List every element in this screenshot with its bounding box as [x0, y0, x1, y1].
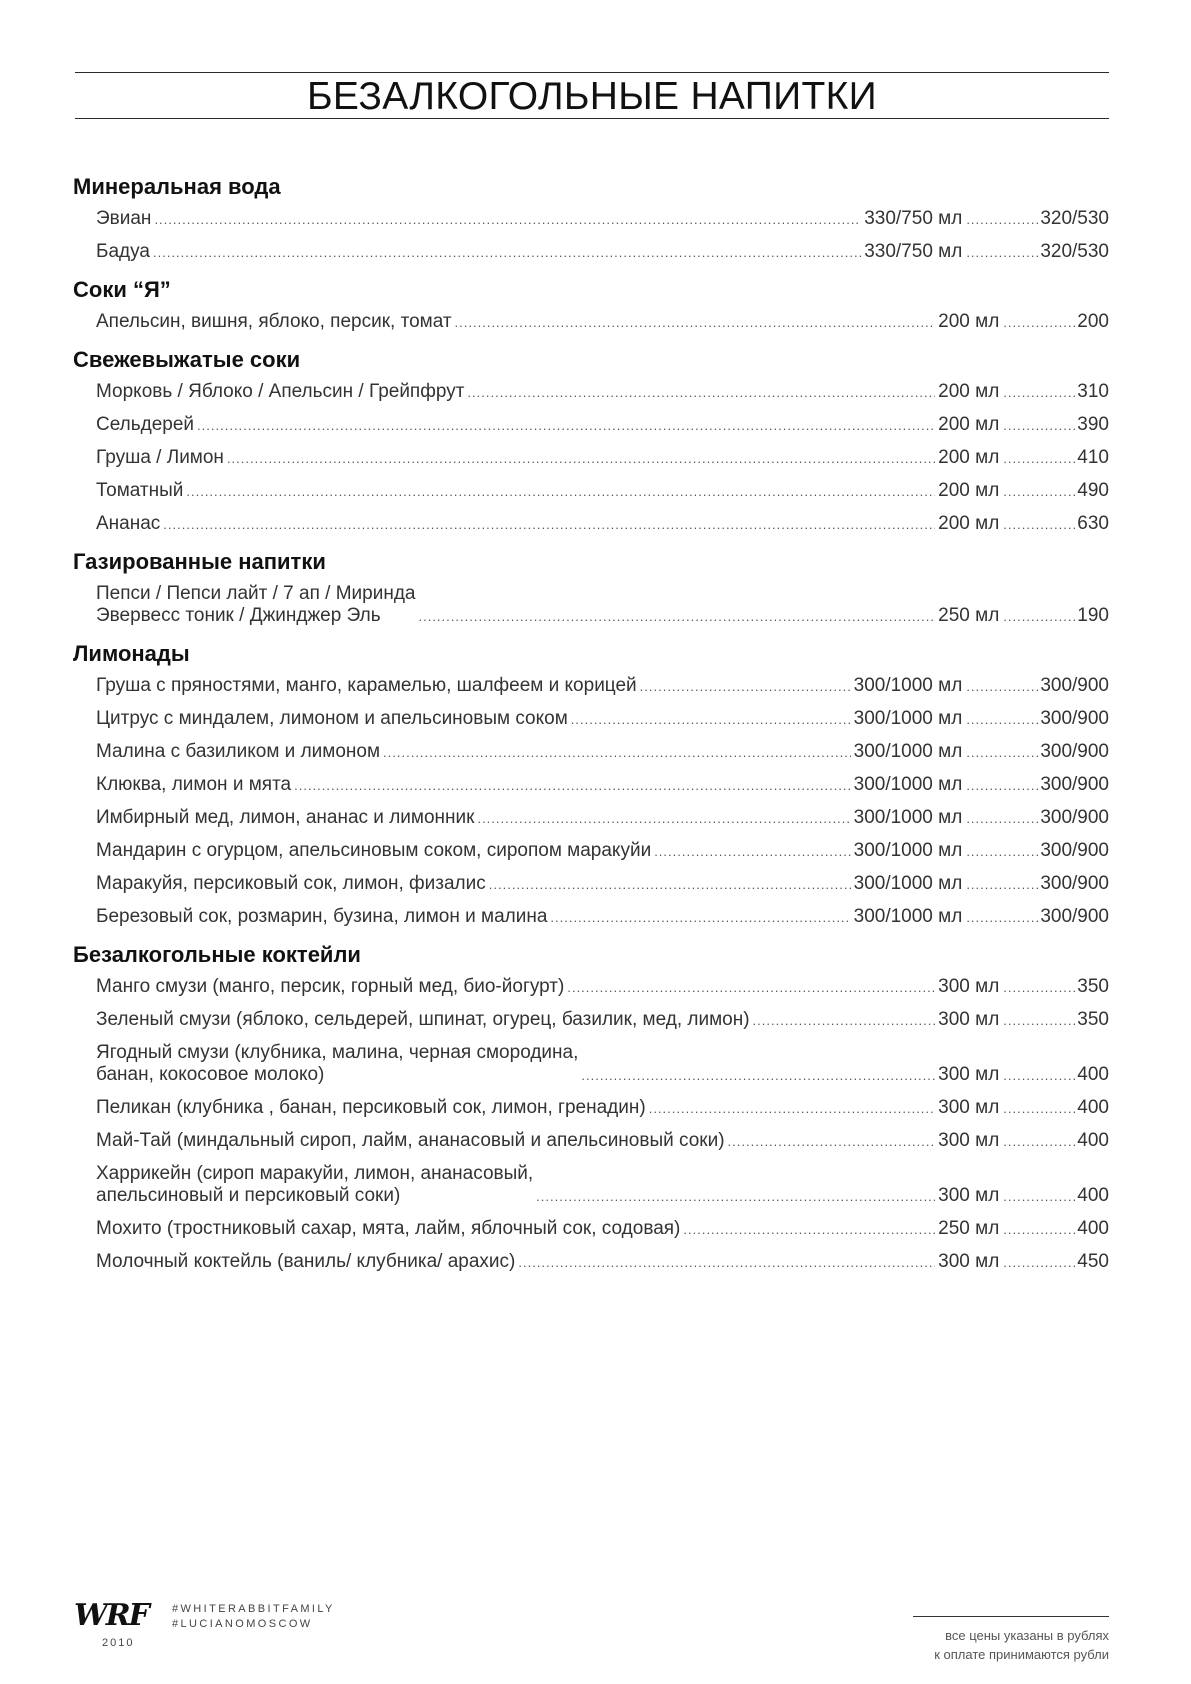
dot-leader: [1003, 453, 1075, 465]
item-volume: 330/750 мл: [864, 208, 963, 229]
dot-leader: [1003, 982, 1075, 994]
item-name: Харрикейн (сироп маракуйи, лимон, ананасовый, апельсиновый и персиковый соки): [96, 1163, 534, 1206]
item-name: Пепси / Пепси лайт / 7 ап / Миринда Эвервесс тоник / Джинджер Эль: [96, 583, 416, 626]
item-name: Манго смузи (манго, персик, горный мед, био-йогурт): [96, 976, 565, 997]
item-pricing: [938, 1009, 1109, 1031]
item-price: 630: [1077, 513, 1109, 534]
section-title: Свежевыжатые соки: [73, 347, 301, 372]
dot-leader: [1003, 1191, 1075, 1203]
item-volume: 300 мл: [938, 1064, 1000, 1085]
dot-leader: [227, 453, 935, 465]
menu-item: [96, 774, 1109, 796]
item-price: 350: [1077, 976, 1109, 997]
dot-leader: [966, 247, 1038, 259]
dot-leader: [418, 611, 935, 623]
menu-item: [96, 1163, 1109, 1207]
menu-section: [73, 174, 1109, 263]
currency-note: [934, 1626, 1109, 1664]
page-title: БЕЗАЛКОГОЛЬНЫЕ НАПИТКИ: [307, 75, 877, 118]
item-volume: 200 мл: [938, 311, 1000, 332]
item-name: Имбирный мед, лимон, ананас и лимонник: [96, 807, 475, 828]
dot-leader: [536, 1191, 935, 1203]
item-volume: 300/1000 мл: [853, 873, 963, 894]
dot-leader: [1003, 317, 1075, 329]
dot-leader: [966, 214, 1038, 226]
dot-leader: [1003, 1015, 1075, 1027]
dot-leader: [518, 1257, 935, 1269]
item-pricing: [854, 840, 1109, 862]
menu-item: [96, 873, 1109, 895]
item-pricing: [938, 414, 1109, 436]
item-name: Ягодный смузи (клубника, малина, черная смородина, банан, кокосовое молоко): [96, 1042, 579, 1085]
item-volume: 300 мл: [938, 1009, 1000, 1030]
item-price: 300/900: [1040, 807, 1109, 828]
dot-leader: [1003, 1136, 1075, 1148]
item-name: Бадуа: [96, 241, 150, 262]
hashtag: #LUCIANOMOSCOW: [172, 1618, 313, 1630]
item-price: 300/900: [1040, 708, 1109, 729]
menu-item: [96, 241, 1109, 263]
hashtag: #WHITERABBITFAMILY: [172, 1603, 335, 1615]
item-name: Томатный: [96, 480, 184, 501]
dot-leader: [1003, 1257, 1075, 1269]
wrf-logo: WRF: [74, 1598, 148, 1633]
title-bottom-rule: [75, 118, 1109, 119]
menu-item: [96, 381, 1109, 403]
dot-leader: [966, 846, 1038, 858]
menu-section: [73, 641, 1109, 928]
dot-leader: [197, 420, 935, 432]
section-title: Лимонады: [73, 641, 190, 666]
dot-leader: [1003, 1103, 1075, 1115]
dot-leader: [753, 1015, 936, 1027]
menu-item: [96, 1042, 1109, 1086]
item-pricing: [854, 906, 1109, 928]
item-volume: 200 мл: [938, 381, 1000, 402]
item-name: Эвиан: [96, 208, 152, 229]
dot-leader: [467, 387, 935, 399]
item-price: 300/900: [1040, 675, 1109, 696]
item-pricing: [938, 1185, 1109, 1207]
menu-item: [96, 513, 1109, 535]
item-name: Зеленый смузи (яблоко, сельдерей, шпинат, огурец, базилик, мед, лимон): [96, 1009, 750, 1030]
menu-section: [73, 347, 1109, 535]
item-price: 200: [1077, 311, 1109, 332]
menu-section: [73, 549, 1109, 627]
menu-item: [96, 1009, 1109, 1031]
item-name: Молочный коктейль (ваниль/ клубника/ арахис): [96, 1251, 516, 1272]
item-name: Березовый сок, розмарин, бузина, лимон и малина: [96, 906, 548, 927]
dot-leader: [1003, 420, 1075, 432]
menu-section: [73, 277, 1109, 333]
menu-item: [96, 741, 1109, 763]
item-pricing: [938, 1218, 1109, 1240]
item-volume: 250 мл: [938, 1218, 1000, 1239]
menu-item: [96, 311, 1109, 333]
item-volume: 300/1000 мл: [853, 906, 963, 927]
footer-note-rule: [913, 1616, 1109, 1617]
dot-leader: [966, 912, 1038, 924]
dot-leader: [163, 519, 935, 531]
dot-leader: [455, 317, 936, 329]
currency-note-line: к оплате принимаются рубли: [934, 1647, 1109, 1662]
item-volume: 300 мл: [938, 1130, 1000, 1151]
item-price: 490: [1077, 480, 1109, 501]
item-name: Груша / Лимон: [96, 447, 224, 468]
item-name: Сельдерей: [96, 414, 195, 435]
menu-content: [73, 174, 1109, 1287]
menu-item: [96, 1251, 1109, 1273]
item-pricing: [938, 447, 1109, 469]
menu-item: [96, 583, 1109, 627]
dot-leader: [489, 879, 851, 891]
item-pricing: [854, 708, 1109, 730]
item-pricing: [854, 774, 1109, 796]
item-name: Маракуйя, персиковый сок, лимон, физалис: [96, 873, 486, 894]
dot-leader: [654, 846, 850, 858]
logo-year: 2010: [102, 1637, 135, 1649]
item-price: 190: [1077, 605, 1109, 626]
dot-leader: [477, 813, 850, 825]
item-price: 310: [1077, 381, 1109, 402]
dot-leader: [154, 214, 861, 226]
section-title: Соки “Я”: [73, 277, 171, 302]
title-top-rule: [75, 72, 1109, 73]
item-name: Мохито (тростниковый сахар, мята, лайм, яблочный сок, содовая): [96, 1218, 681, 1239]
menu-item: [96, 208, 1109, 230]
dot-leader: [1003, 1224, 1075, 1236]
item-pricing: [938, 1064, 1109, 1086]
item-volume: 200 мл: [938, 513, 1000, 534]
item-price: 300/900: [1040, 873, 1109, 894]
dot-leader: [1003, 611, 1075, 623]
dot-leader: [966, 714, 1038, 726]
dot-leader: [153, 247, 861, 259]
item-name: Пеликан (клубника , банан, персиковый сок, лимон, гренадин): [96, 1097, 646, 1118]
dot-leader: [966, 813, 1038, 825]
item-price: 320/530: [1040, 208, 1109, 229]
dot-leader: [966, 681, 1038, 693]
item-volume: 300/1000 мл: [853, 807, 963, 828]
item-pricing: [938, 1251, 1109, 1273]
item-volume: 300 мл: [938, 976, 1000, 997]
item-price: 320/530: [1040, 241, 1109, 262]
item-name: Груша с пряностями, манго, карамелью, шалфеем и корицей: [96, 675, 637, 696]
item-pricing: [938, 1130, 1109, 1152]
section-title: Минеральная вода: [73, 174, 281, 199]
item-price: 400: [1077, 1130, 1109, 1151]
item-price: 400: [1077, 1097, 1109, 1118]
dot-leader: [649, 1103, 935, 1115]
dot-leader: [1003, 1070, 1075, 1082]
menu-item: [96, 675, 1109, 697]
item-pricing: [854, 675, 1109, 697]
item-volume: 300/1000 мл: [853, 840, 963, 861]
dot-leader: [966, 747, 1038, 759]
currency-note-line: все цены указаны в рублях: [945, 1628, 1109, 1643]
item-price: 300/900: [1040, 774, 1109, 795]
item-name: Ананас: [96, 513, 161, 534]
dot-leader: [383, 747, 851, 759]
dot-leader: [728, 1136, 936, 1148]
section-title: Газированные напитки: [73, 549, 326, 574]
item-price: 300/900: [1040, 741, 1109, 762]
item-pricing: [938, 976, 1109, 998]
item-price: 400: [1077, 1064, 1109, 1085]
item-name: Морковь / Яблоко / Апельсин / Грейпфрут: [96, 381, 465, 402]
menu-item: [96, 807, 1109, 829]
item-pricing: [938, 381, 1109, 403]
item-pricing: [864, 241, 1109, 263]
item-name: Малина с базиликом и лимоном: [96, 741, 381, 762]
menu-item: [96, 840, 1109, 862]
item-volume: 300 мл: [938, 1185, 1000, 1206]
item-pricing: [938, 311, 1109, 333]
dot-leader: [966, 780, 1038, 792]
item-name: Цитрус с миндалем, лимоном и апельсиновым соком: [96, 708, 568, 729]
item-price: 300/900: [1040, 906, 1109, 927]
item-pricing: [864, 208, 1109, 230]
item-pricing: [854, 873, 1109, 895]
item-pricing: [938, 1097, 1109, 1119]
item-pricing: [938, 480, 1109, 502]
dot-leader: [1003, 519, 1075, 531]
menu-item: [96, 447, 1109, 469]
item-volume: 300/1000 мл: [853, 708, 963, 729]
dot-leader: [581, 1070, 935, 1082]
item-volume: 200 мл: [938, 447, 1000, 468]
item-price: 400: [1077, 1218, 1109, 1239]
menu-item: [96, 906, 1109, 928]
dot-leader: [571, 714, 851, 726]
item-name: Мандарин с огурцом, апельсиновым соком, сиропом маракуйи: [96, 840, 652, 861]
menu-item: [96, 414, 1109, 436]
item-price: 450: [1077, 1251, 1109, 1272]
item-volume: 300 мл: [938, 1097, 1000, 1118]
dot-leader: [683, 1224, 935, 1236]
item-price: 350: [1077, 1009, 1109, 1030]
dot-leader: [567, 982, 935, 994]
item-volume: 330/750 мл: [864, 241, 963, 262]
dot-leader: [640, 681, 851, 693]
item-price: 400: [1077, 1185, 1109, 1206]
dot-leader: [1003, 387, 1075, 399]
menu-item: [96, 1218, 1109, 1240]
item-volume: 300/1000 мл: [853, 675, 963, 696]
item-pricing: [938, 605, 1109, 627]
item-name: Апельсин, вишня, яблоко, персик, томат: [96, 311, 452, 332]
menu-item: [96, 1097, 1109, 1119]
dot-leader: [294, 780, 851, 792]
menu-item: [96, 480, 1109, 502]
item-volume: 200 мл: [938, 414, 1000, 435]
menu-section: [73, 942, 1109, 1273]
dot-leader: [1003, 486, 1075, 498]
hashtags: [172, 1602, 335, 1632]
item-volume: 300/1000 мл: [853, 741, 963, 762]
item-volume: 300 мл: [938, 1251, 1000, 1272]
item-price: 390: [1077, 414, 1109, 435]
dot-leader: [550, 912, 850, 924]
item-name: Май-Тай (миндальный сироп, лайм, ананасовый и апельсиновый соки): [96, 1130, 725, 1151]
menu-item: [96, 708, 1109, 730]
item-pricing: [854, 807, 1109, 829]
item-volume: 300/1000 мл: [853, 774, 963, 795]
item-pricing: [854, 741, 1109, 763]
dot-leader: [966, 879, 1038, 891]
item-name: Клюква, лимон и мята: [96, 774, 292, 795]
menu-item: [96, 976, 1109, 998]
item-volume: 250 мл: [938, 605, 1000, 626]
section-title: Безалкогольные коктейли: [73, 942, 361, 967]
item-price: 410: [1077, 447, 1109, 468]
item-pricing: [938, 513, 1109, 535]
item-price: 300/900: [1040, 840, 1109, 861]
menu-item: [96, 1130, 1109, 1152]
dot-leader: [186, 486, 935, 498]
item-volume: 200 мл: [938, 480, 1000, 501]
